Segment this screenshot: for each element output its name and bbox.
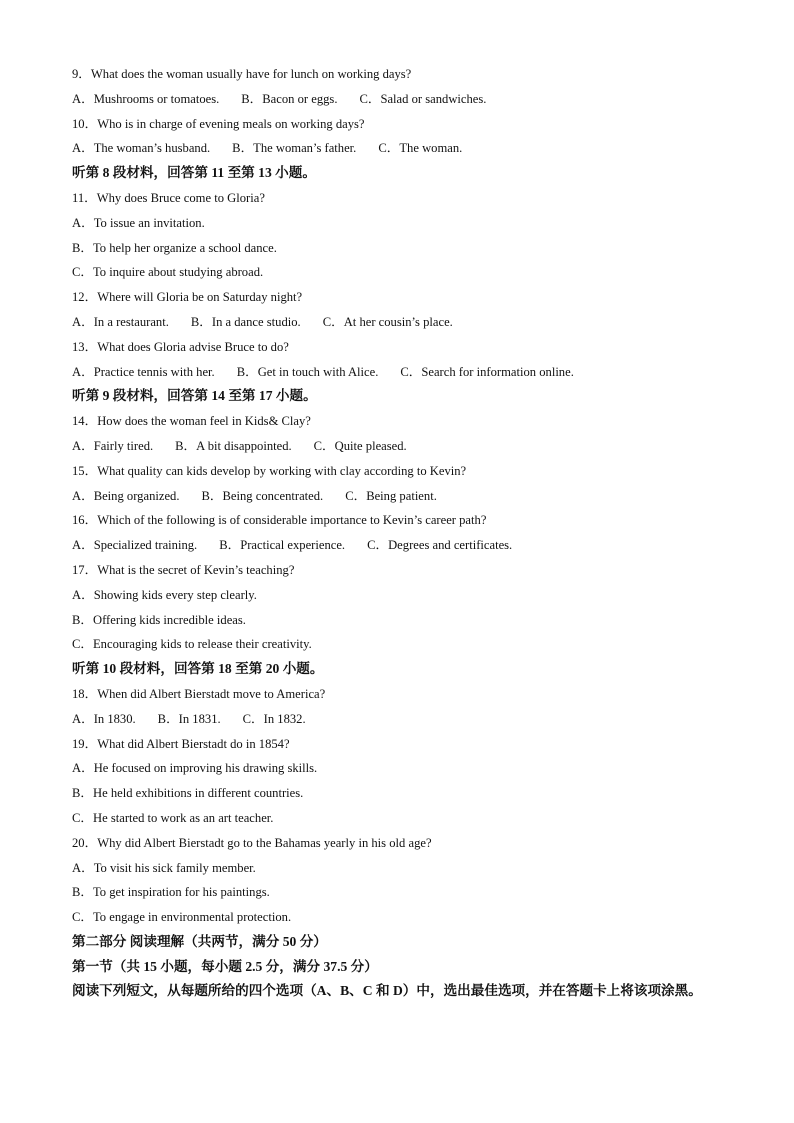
question-text: 20．Why did Albert Bierstadt go to the Bahamas yearly in his old age?: [72, 835, 432, 850]
answer-options-row: [72, 136, 732, 161]
answer-option: B．In 1831.: [157, 711, 221, 726]
answer-option: A．Fairly tired.: [72, 438, 154, 453]
answer-options-row: [72, 707, 732, 732]
question-text: 18．When did Albert Bierstadt move to America?: [72, 686, 326, 701]
answer-option: B．Being concentrated.: [201, 488, 324, 503]
answer-option: C．Search for information online.: [400, 364, 574, 379]
question-text: A．To issue an invitation.: [72, 215, 205, 230]
answer-option: A．Mushrooms or tomatoes.: [72, 91, 220, 106]
question-text: C．He started to work as an art teacher.: [72, 810, 274, 825]
answer-options-row: [72, 87, 732, 112]
question-text: 10．Who is in charge of evening meals on working days?: [72, 116, 365, 131]
question-text: 19．What did Albert Bierstadt do in 1854?: [72, 736, 290, 751]
answer-option: B．The woman’s father.: [232, 141, 357, 156]
answer-option: C．In 1832.: [242, 711, 306, 726]
answer-option: A．The woman’s husband.: [72, 141, 211, 156]
section-heading: 第一节（共 15 小题，每小题 2.5 分，满分 37.5 分）: [72, 958, 378, 974]
question-text: B．Offering kids incredible ideas.: [72, 612, 246, 627]
question-text: C．To inquire about studying abroad.: [72, 265, 264, 280]
answer-options-row: [72, 360, 732, 385]
answer-options-row: [72, 310, 732, 335]
section-heading: 阅读下列短文，从每题所给的四个选项（A、B、C 和 D）中，选出最佳选项，并在答题卡上将该项涂黑。: [72, 983, 702, 999]
section-heading: 听第 9 段材料，回答第 14 至第 17 小题。: [72, 388, 317, 404]
question-text: A．He focused on improving his drawing skills.: [72, 761, 318, 776]
answer-option: C．Being patient.: [345, 488, 437, 503]
answer-option: A．Practice tennis with her.: [72, 364, 215, 379]
question-text: 17．What is the secret of Kevin’s teaching?: [72, 562, 295, 577]
answer-option: B．A bit disappointed.: [175, 438, 292, 453]
answer-options-row: [72, 484, 732, 509]
answer-option: B．Get in touch with Alice.: [236, 364, 379, 379]
question-text: 9．What does the woman usually have for lunch on working days?: [72, 67, 412, 81]
section-heading: 第二部分 阅读理解（共两节，满分 50 分）: [72, 933, 327, 949]
question-text: 11．Why does Bruce come to Gloria?: [72, 190, 265, 205]
answer-option: B．In a dance studio.: [190, 314, 301, 329]
question-text: C．To engage in environmental protection.: [72, 910, 292, 925]
question-text: 16．Which of the following is of considerable importance to Kevin’s career path?: [72, 513, 487, 528]
question-text: A．Showing kids every step clearly.: [72, 587, 257, 602]
answer-option: C．The woman.: [378, 141, 463, 156]
answer-option: B．Bacon or eggs.: [241, 91, 338, 106]
question-text: 12．Where will Gloria be on Saturday night?: [72, 290, 303, 305]
question-text: C．Encouraging kids to release their creativity.: [72, 637, 312, 652]
question-text: B．To help her organize a school dance.: [72, 240, 277, 255]
answer-option: A．Being organized.: [72, 488, 180, 503]
answer-option: B．Practical experience.: [219, 538, 346, 553]
answer-options-row: [72, 434, 732, 459]
exam-page: [72, 62, 732, 1004]
section-heading: 听第 10 段材料，回答第 18 至第 20 小题。: [72, 661, 324, 677]
answer-option: C．Salad or sandwiches.: [359, 91, 487, 106]
question-text: B．To get inspiration for his paintings.: [72, 885, 270, 900]
question-text: 14．How does the woman feel in Kids& Clay?: [72, 414, 311, 429]
question-text: 15．What quality can kids develop by working with clay according to Kevin?: [72, 463, 467, 478]
question-text: B．He held exhibitions in different countries.: [72, 786, 304, 801]
question-text: 13．What does Gloria advise Bruce to do?: [72, 339, 289, 354]
answer-option: C．Quite pleased.: [313, 438, 407, 453]
answer-option: A．Specialized training.: [72, 538, 198, 553]
answer-option: C．At her cousin’s place.: [322, 314, 453, 329]
question-text: A．To visit his sick family member.: [72, 860, 256, 875]
section-heading: 听第 8 段材料，回答第 11 至第 13 小题。: [72, 165, 316, 181]
answer-option: A．In a restaurant.: [72, 314, 169, 329]
answer-options-row: [72, 533, 732, 558]
answer-option: A．In 1830.: [72, 711, 136, 726]
answer-option: C．Degrees and certificates.: [367, 538, 513, 553]
